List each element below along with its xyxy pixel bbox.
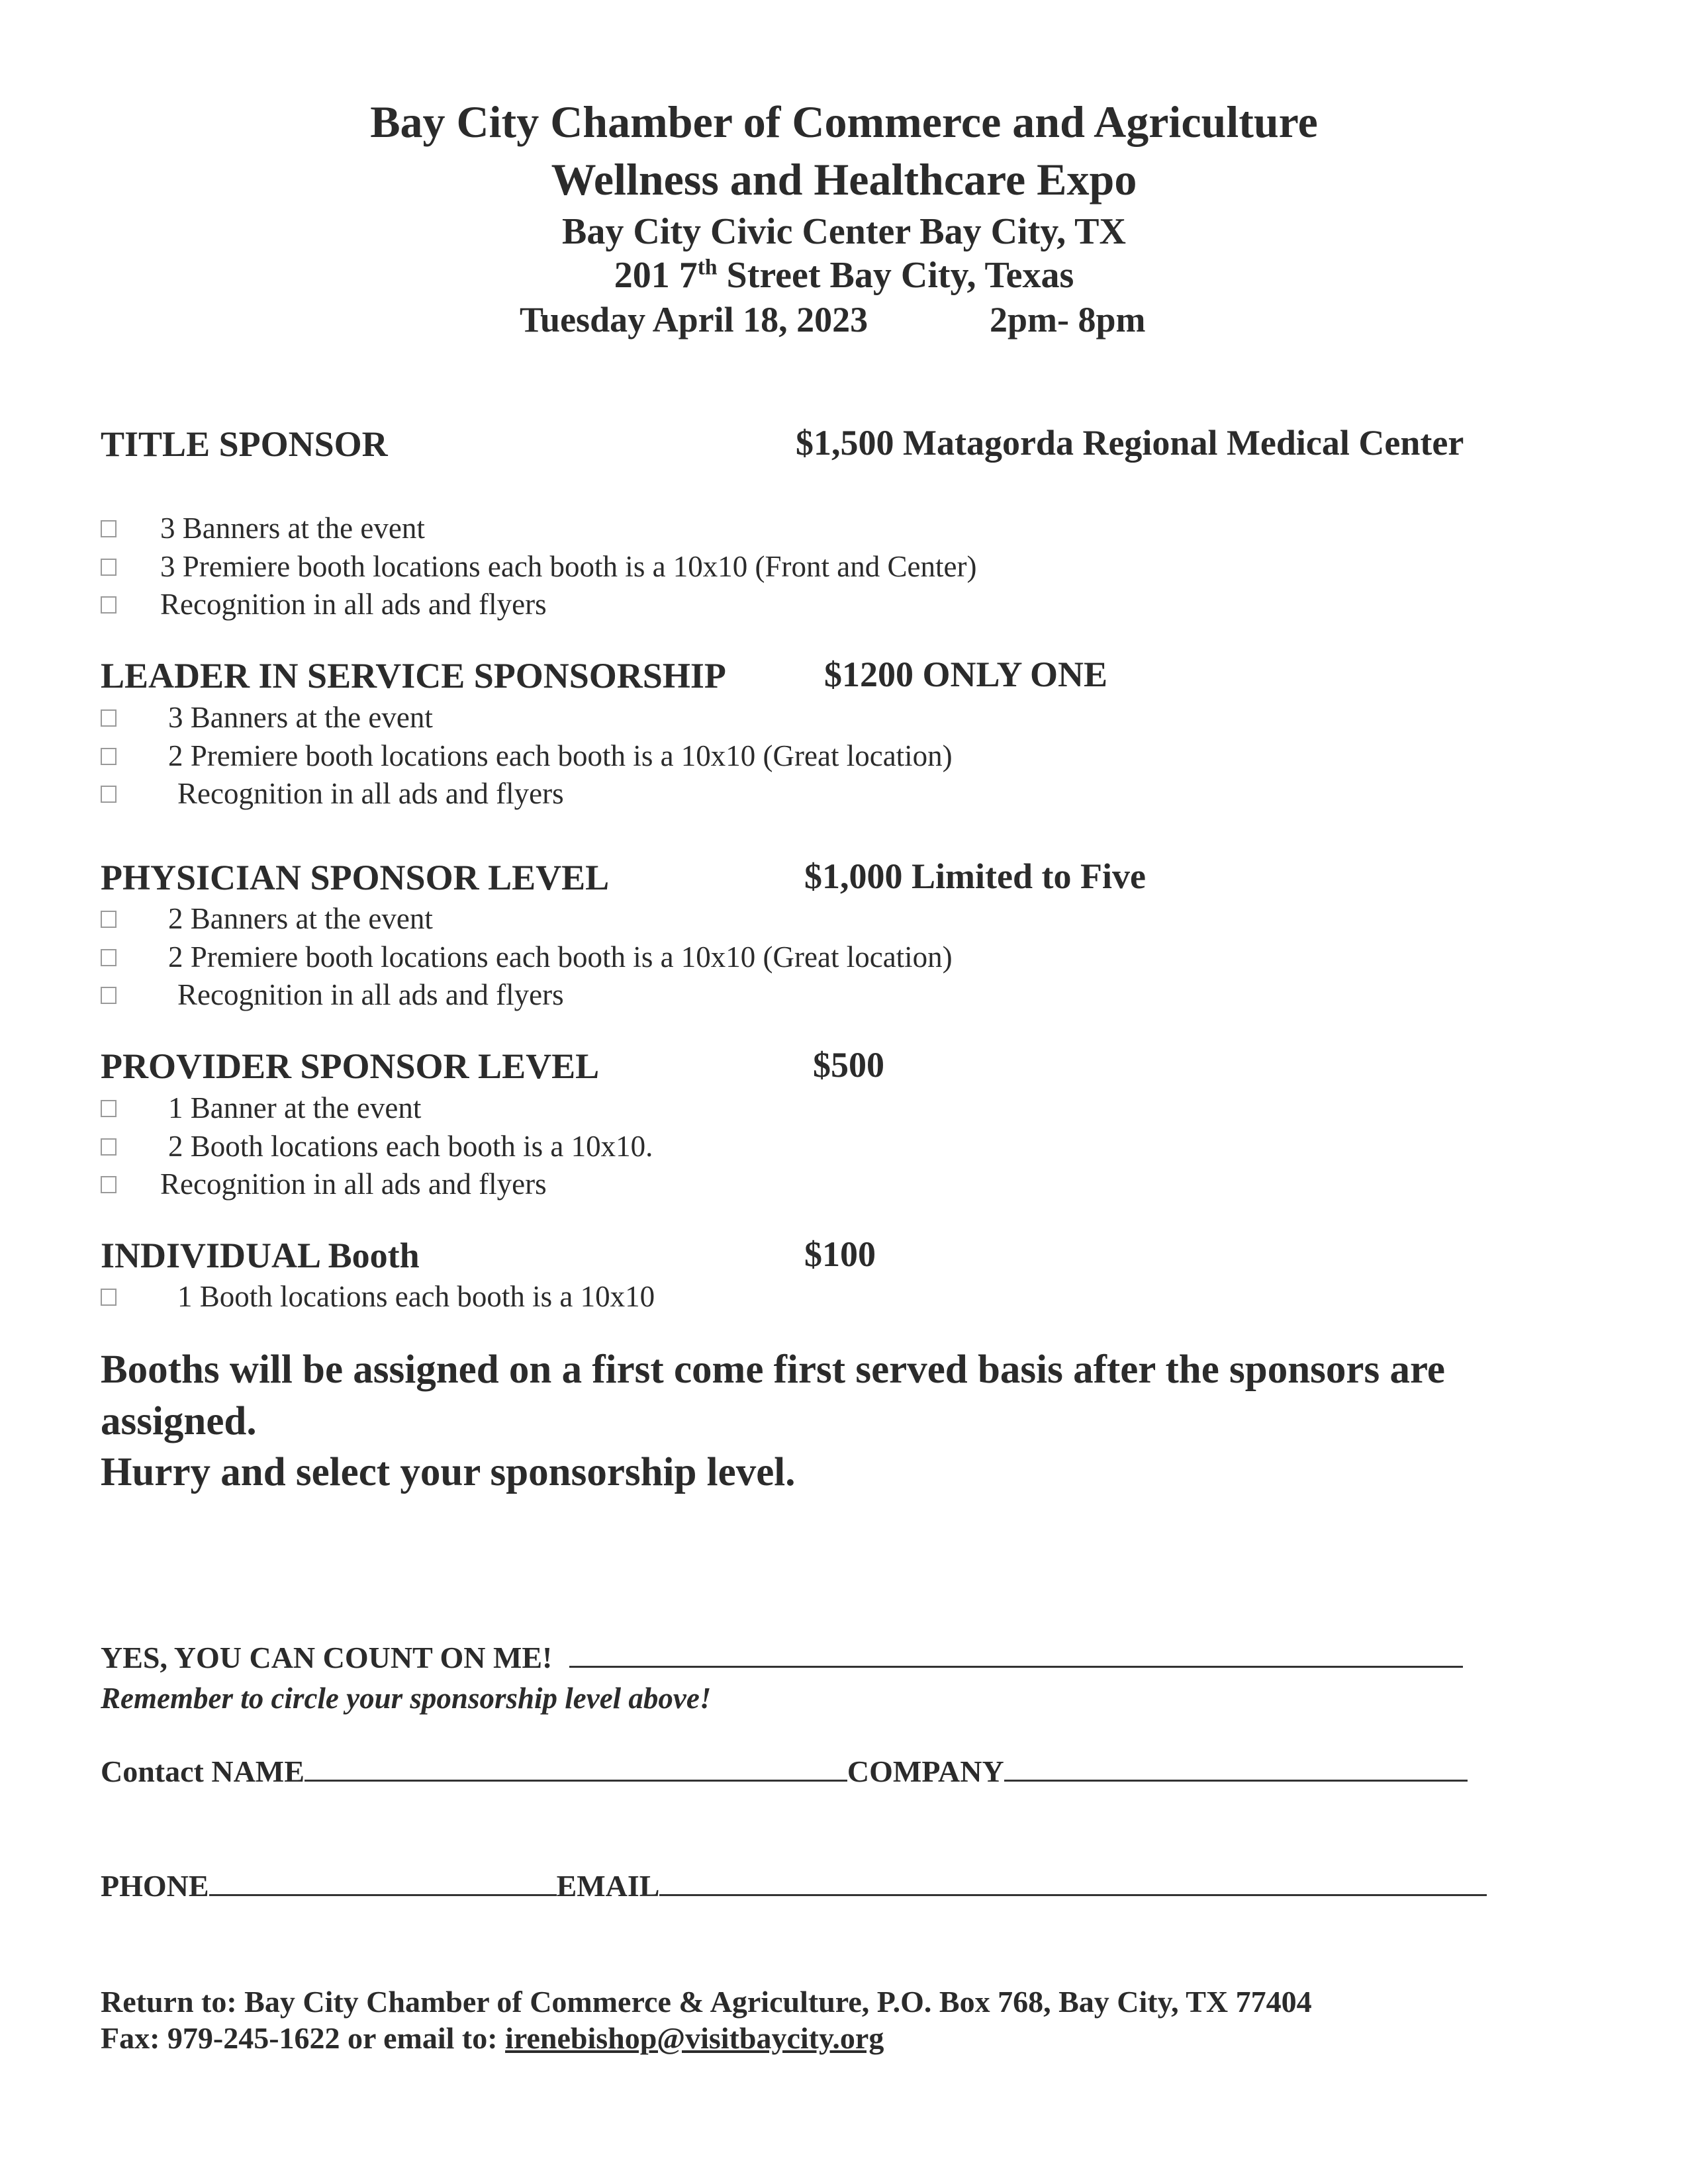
email-label: EMAIL xyxy=(556,1869,660,1903)
list-item: 1 Booth locations each booth is a 10x10 xyxy=(101,1279,655,1314)
contact-name-label: Contact NAME xyxy=(101,1754,305,1788)
event-time: 2pm- 8pm xyxy=(990,300,1146,340)
level-leader-in-service: LEADER IN SERVICE SPONSORSHIP xyxy=(101,656,726,696)
checkbox[interactable] xyxy=(101,559,117,576)
return-address: Return to: Bay City Chamber of Commerce & Agriculture, P.O. Box 768, Bay City, TX 77404 xyxy=(101,1985,1312,2019)
level-individual-price: $100 xyxy=(804,1234,876,1274)
address-suffix: th xyxy=(697,255,718,280)
email-link[interactable]: irenebishop@visitbaycity.org xyxy=(505,2021,884,2055)
contact-name-field[interactable] xyxy=(305,1780,847,1782)
notice-line-3: Hurry and select your sponsorship level. xyxy=(101,1450,796,1494)
list-item: 3 Banners at the event xyxy=(101,511,425,545)
checkbox[interactable] xyxy=(101,1289,117,1306)
company-label: COMPANY xyxy=(847,1754,1004,1788)
org-title: Bay City Chamber of Commerce and Agriculture xyxy=(370,97,1318,147)
email-field[interactable] xyxy=(659,1894,1487,1896)
event-date: Tuesday April 18, 2023 xyxy=(520,300,868,340)
phone-label: PHONE xyxy=(101,1869,209,1903)
notice-line-2: assigned. xyxy=(101,1399,257,1443)
list-item: 2 Booth locations each booth is a 10x10. xyxy=(101,1129,653,1163)
level-physician-price: $1,000 Limited to Five xyxy=(804,856,1146,896)
address xyxy=(0,254,1688,296)
count-on-me-row xyxy=(101,1640,1463,1675)
level-individual: INDIVIDUAL Booth xyxy=(101,1236,420,1275)
list-item: Recognition in all ads and flyers xyxy=(101,978,564,1012)
venue: Bay City Civic Center Bay City, TX xyxy=(562,211,1126,252)
checkbox[interactable] xyxy=(101,987,117,1004)
level-leader-in-service-price: $1200 ONLY ONE xyxy=(824,655,1108,694)
phone-field[interactable] xyxy=(209,1894,557,1896)
checkbox[interactable] xyxy=(101,1176,117,1193)
list-item: 2 Premiere booth locations each booth is a 10x10 (Great location) xyxy=(101,739,953,773)
checkbox[interactable] xyxy=(101,949,117,966)
list-item: 1 Banner at the event xyxy=(101,1091,421,1125)
checkbox[interactable] xyxy=(101,786,117,803)
count-on-me-label: YES, YOU CAN COUNT ON ME! xyxy=(101,1641,553,1674)
phone-row xyxy=(101,1868,1487,1903)
contact-row xyxy=(101,1754,1468,1789)
level-provider: PROVIDER SPONSOR LEVEL xyxy=(101,1046,600,1086)
level-title-sponsor-price: $1,500 Matagorda Regional Medical Center xyxy=(796,423,1464,463)
fax-text: Fax: 979-245-1622 or email to: xyxy=(101,2021,506,2055)
list-item: 3 Premiere booth locations each booth is a 10x10 (Front and Center) xyxy=(101,549,976,584)
list-item: 2 Banners at the event xyxy=(101,901,433,936)
list-item: Recognition in all ads and flyers xyxy=(101,776,564,811)
list-item: 2 Premiere booth locations each booth is a 10x10 (Great location) xyxy=(101,940,953,974)
checkbox[interactable] xyxy=(101,911,117,928)
reminder-text: Remember to circle your sponsorship level above! xyxy=(101,1682,712,1715)
checkbox[interactable] xyxy=(101,1138,117,1156)
list-item: Recognition in all ads and flyers xyxy=(101,1167,547,1201)
level-title-sponsor: TITLE SPONSOR xyxy=(101,424,388,464)
level-provider-price: $500 xyxy=(813,1045,884,1085)
list-item: 3 Banners at the event xyxy=(101,700,433,735)
fax-line xyxy=(101,2021,884,2056)
checkbox[interactable] xyxy=(101,596,117,614)
checkbox[interactable] xyxy=(101,709,117,727)
company-field[interactable] xyxy=(1004,1780,1468,1782)
checkbox[interactable] xyxy=(101,1100,117,1117)
address-street: Street Bay City, Texas xyxy=(717,255,1074,296)
list-item: Recognition in all ads and flyers xyxy=(101,587,547,621)
notice-line-1: Booths will be assigned on a first come first served basis after the sponsors are xyxy=(101,1347,1445,1392)
event-title: Wellness and Healthcare Expo xyxy=(551,154,1137,205)
checkbox[interactable] xyxy=(101,748,117,765)
checkbox[interactable] xyxy=(101,520,117,537)
level-physician: PHYSICIAN SPONSOR LEVEL xyxy=(101,858,610,897)
signature-line[interactable] xyxy=(569,1666,1463,1668)
address-number: 201 7 xyxy=(614,255,698,296)
